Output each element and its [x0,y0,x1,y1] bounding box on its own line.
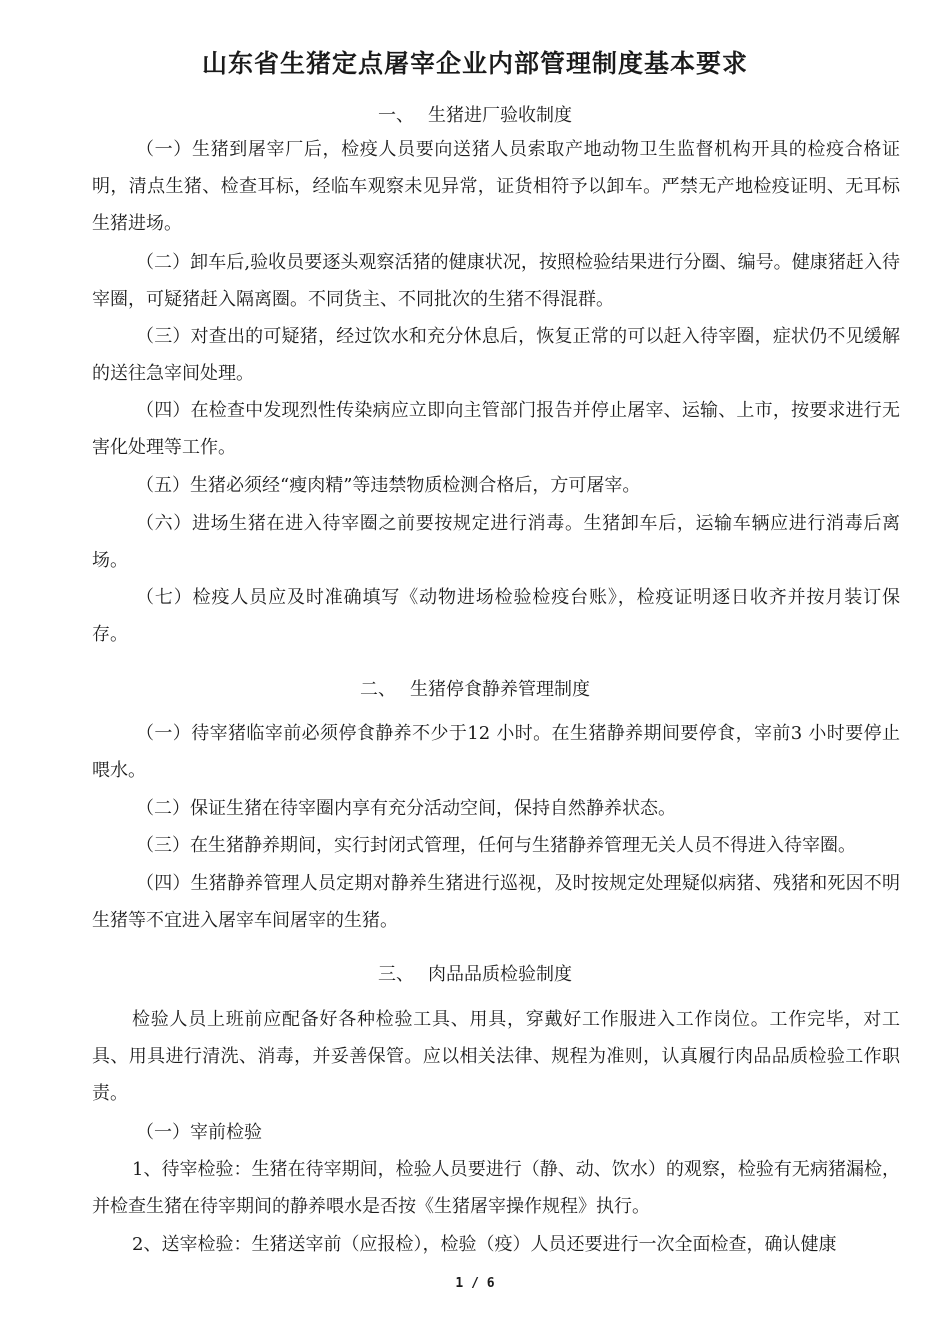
paragraph: （三）在生猪静养期间，实行封闭式管理，任何与生猪静养管理无关人员不得进入待宰圈。 [136,835,856,856]
section-title: 生猪进厂验收制度 [428,105,572,126]
document-title: 山东省生猪定点屠宰企业内部管理制度基本要求 [201,49,748,78]
paragraph: （四）生猪静养管理人员定期对静养生猪进行巡视，及时按规定处理疑似病猪、残猪和死因不明生猪等不宜进入屠宰车间屠宰的生猪。 [92,873,900,931]
paragraph: （三）对查出的可疑猪，经过饮水和充分休息后，恢复正常的可以赶入待宰圈，症状仍不见缓解的送往急宰间处理。 [92,326,900,384]
section-title: 肉品品质检验制度 [428,964,572,985]
section-heading-1 [0,101,950,127]
section-title: 生猪停食静养管理制度 [410,679,590,700]
paragraph: （一）待宰猪临宰前必须停食静养不少于12 小时。在生猪静养期间要停食，宰前3 小时要停止喂水。 [92,723,900,781]
section-heading-2 [0,675,950,701]
subsection-heading: （一）宰前检验 [136,1122,262,1143]
paragraph: （二）卸车后,验收员要逐头观察活猪的健康状况，按照检验结果进行分圈、编号。健康猪赶入待宰圈，可疑猪赶入隔离圈。不同货主、不同批次的生猪不得混群。 [92,252,900,310]
paragraph: 检验人员上班前应配备好各种检验工具、用具，穿戴好工作服进入工作岗位。工作完毕，对工具、用具进行清洗、消毒，并妥善保管。应以相关法律、规程为准则，认真履行肉品品质检验工作职责。 [92,1009,900,1104]
section-heading-3 [0,960,950,986]
page-indicator: 1 / 6 [455,1276,495,1291]
paragraph: （四）在检查中发现烈性传染病应立即向主管部门报告并停止屠宰、运输、上市，按要求进行无害化处理等工作。 [92,400,900,458]
paragraph: （七）检疫人员应及时准确填写《动物进场检验检疫台账》，检疫证明逐日收齐并按月装订保存。 [92,587,900,645]
paragraph: （一）生猪到屠宰厂后，检疫人员要向送猪人员索取产地动物卫生监督机构开具的检疫合格证明，清点生猪、检查耳标，经临车观察未见异常，证货相符予以卸车。严禁无产地检疫证明、无耳标生猪进场。 [92,139,900,234]
paragraph: （五）生猪必须经“瘦肉精”等违禁物质检测合格后，方可屠宰。 [136,475,641,496]
section-number: 一、 [378,105,414,126]
paragraph: （二）保证生猪在待宰圈内享有充分活动空间，保持自然静养状态。 [136,798,676,819]
section-number: 三、 [378,964,414,985]
paragraph: 2、送宰检验：生猪送宰前（应报检），检验（疫）人员还要进行一次全面检查，确认健康 [132,1234,837,1255]
paragraph: 1、待宰检验：生猪在待宰期间，检验人员要进行（静、动、饮水）的观察，检验有无病猪漏检，并检查生猪在待宰期间的静养喂水是否按《生猪屠宰操作规程》执行。 [92,1159,900,1217]
paragraph: （六）进场生猪在进入待宰圈之前要按规定进行消毒。生猪卸车后，运输车辆应进行消毒后离场。 [92,513,900,571]
section-number: 二、 [360,679,396,700]
